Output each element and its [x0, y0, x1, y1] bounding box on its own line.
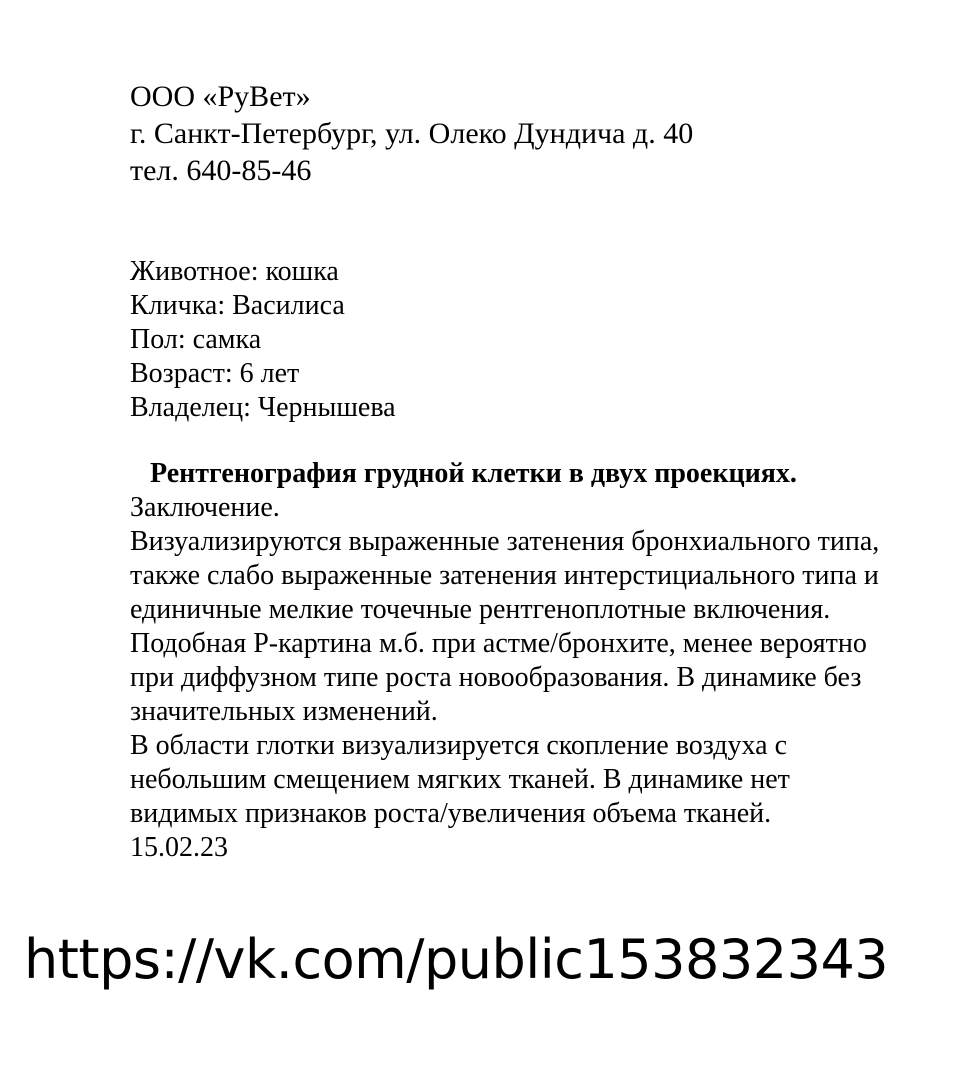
report-paragraph-2: В области глотки визуализируется скопление воздуха с небольшим смещением мягких тканей. В динамике нет видимых признаков роста/увеличения объема тканей.	[130, 730, 790, 829]
report-date: 15.02.23	[130, 832, 228, 863]
patient-animal: Животное: кошка	[130, 256, 339, 287]
patient-name: Кличка: Василиса	[130, 290, 345, 321]
report-paragraph-1: Визуализируются выраженные затенения бронхиального типа, также слабо выраженные затенения интерстициального типа и единичные мелкие точечные рентгеноплотные включения. Подобная Р-картина м.б. при астме/бронхите, менее вероятно при диффузном типе роста новообразования. В динамике без значительных изменений.	[130, 526, 880, 727]
report	[130, 457, 890, 865]
report-title: Рентгенография грудной клетки в двух проекциях.	[150, 458, 797, 489]
patient-age: Возраст: 6 лет	[130, 358, 300, 389]
clinic-header	[130, 78, 890, 189]
source-url: https://vk.com/public153832343	[24, 928, 889, 991]
patient-info	[130, 255, 890, 425]
conclusion-label: Заключение.	[130, 492, 280, 523]
clinic-address: г. Санкт-Петербург, ул. Олеко Дундича д. 40	[130, 117, 694, 150]
patient-owner: Владелец: Чернышева	[130, 392, 396, 423]
clinic-phone: тел. 640-85-46	[130, 154, 312, 187]
clinic-name: ООО «РуВет»	[130, 80, 311, 113]
document-body	[130, 78, 890, 865]
patient-sex: Пол: самка	[130, 324, 262, 355]
